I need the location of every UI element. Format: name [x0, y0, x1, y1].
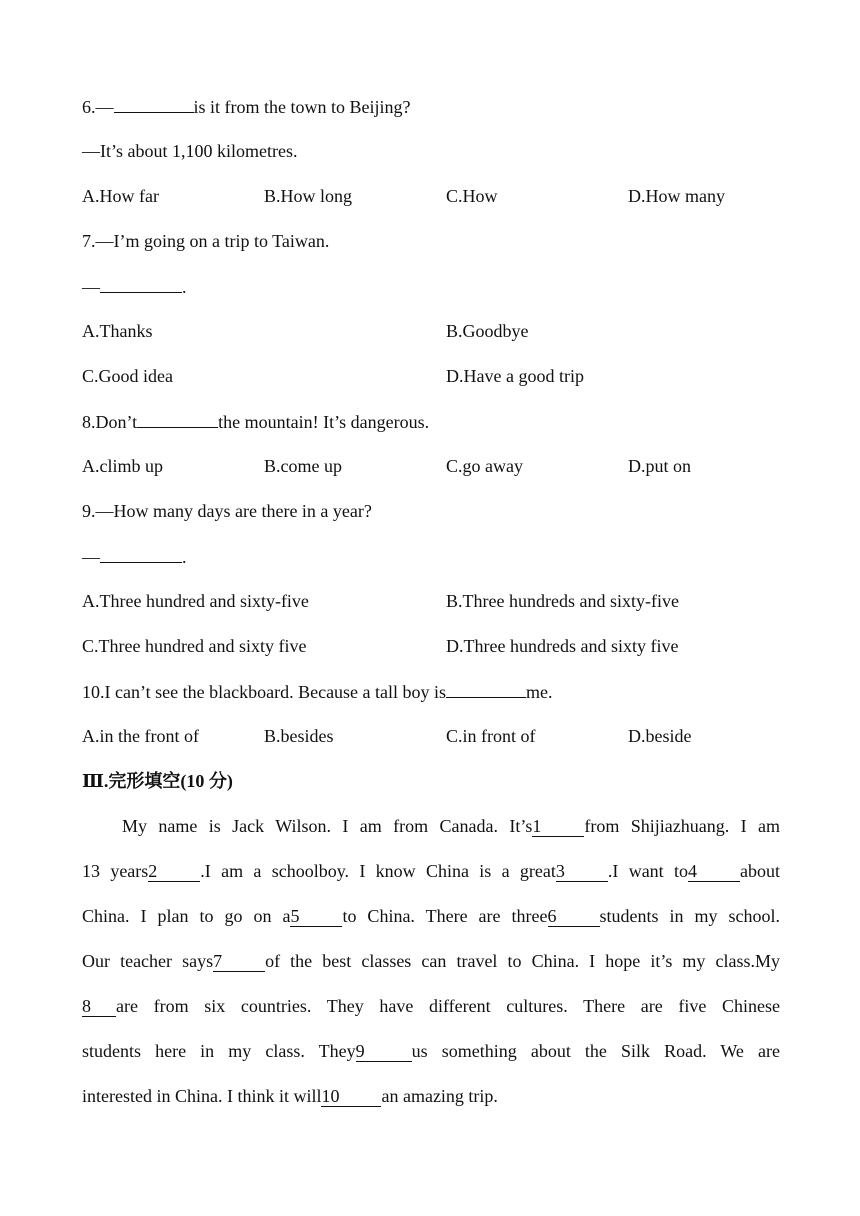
q10-option-c: C.in front of [446, 726, 536, 746]
cloze-text: us something about the Silk Road. We are [411, 1041, 780, 1061]
q8-prefix: 8.Don’t [82, 412, 138, 432]
cloze-line-2 [82, 859, 780, 883]
cloze-blank-9: 9 [356, 1041, 412, 1062]
cloze-text: .I want to [607, 861, 689, 881]
q9-option-b: B.Three hundreds and sixty-five [446, 591, 679, 611]
answer-blank [100, 544, 182, 563]
q7-option-a: A.Thanks [82, 321, 153, 341]
cloze-blank-7: 7 [213, 951, 265, 972]
cloze-text: from Shijiazhuang. I am [584, 816, 780, 836]
cloze-text: Our teacher says [82, 951, 214, 971]
cloze-text: China. I plan to go on a [82, 906, 291, 926]
q7-dash: — [82, 277, 100, 297]
q7-option-d: D.Have a good trip [446, 366, 584, 386]
answer-blank [100, 274, 182, 293]
q7-option-c: C.Good idea [82, 366, 173, 386]
cloze-line-1 [82, 814, 780, 838]
cloze-line-3 [82, 904, 780, 928]
q8-option-c: C.go away [446, 456, 523, 476]
question-10 [82, 679, 553, 704]
cloze-text: My name is Jack Wilson. I am from Canada. It’s [122, 816, 533, 836]
cloze-blank-4: 4 [688, 861, 740, 882]
q7-period: . [182, 277, 187, 297]
answer-blank [114, 94, 194, 113]
answer-blank [446, 679, 526, 698]
q9-option-c: C.Three hundred and sixty five [82, 636, 307, 656]
cloze-text: .I am a schoolboy. I know China is a great [200, 861, 556, 881]
question-6 [82, 94, 410, 119]
cloze-text: 13 years [82, 861, 149, 881]
cloze-text: students in my school. [599, 906, 780, 926]
q7-option-b: B.Goodbye [446, 321, 529, 341]
question-8 [82, 409, 429, 434]
cloze-blank-6: 6 [548, 906, 600, 927]
cloze-blank-3: 3 [556, 861, 608, 882]
question-7: 7.—I’m going on a trip to Taiwan. [82, 231, 330, 251]
q6-option-c: C.How [446, 186, 498, 206]
q7-response [82, 274, 187, 299]
q10-option-a: A.in the front of [82, 726, 199, 746]
cloze-blank-1: 1 [532, 816, 584, 837]
cloze-blank-2: 2 [148, 861, 200, 882]
cloze-text: about [740, 861, 781, 881]
cloze-line-4 [82, 949, 780, 973]
q9-option-a: A.Three hundred and sixty-five [82, 591, 309, 611]
answer-blank [137, 409, 218, 428]
cloze-blank-5: 5 [290, 906, 342, 927]
q6-text: is it from the town to Beijing? [193, 97, 411, 117]
cloze-text: interested in China. I think it will [82, 1086, 322, 1106]
cloze-text: students here in my class. They [82, 1041, 356, 1061]
cloze-text: of the best classes can travel to China. I hope it’s my class.My [265, 951, 780, 971]
cloze-text: an amazing trip. [381, 1086, 498, 1106]
q6-prefix: 6.— [82, 97, 114, 117]
q9-dash: — [82, 547, 100, 567]
cloze-text: to China. There are three [342, 906, 548, 926]
q10-option-b: B.besides [264, 726, 334, 746]
q8-option-b: B.come up [264, 456, 342, 476]
cloze-blank-8: 8 [82, 996, 116, 1017]
cloze-blank-10: 10 [321, 1086, 381, 1107]
cloze-text: are from six countries. They have different cultures. There are five Chinese [116, 996, 780, 1016]
q6-option-b: B.How long [264, 186, 353, 206]
question-9: 9.—How many days are there in a year? [82, 501, 372, 521]
q9-period: . [182, 547, 187, 567]
q9-response [82, 544, 187, 569]
section-heading: Ⅲ.完形填空(10 分) [82, 771, 233, 791]
q6-option-a: A.How far [82, 186, 159, 206]
cloze-line-5 [82, 994, 780, 1018]
q9-option-d: D.Three hundreds and sixty five [446, 636, 679, 656]
q6-response: —It’s about 1,100 kilometres. [82, 141, 298, 161]
cloze-line-6 [82, 1039, 780, 1063]
q8-text: the mountain! It’s dangerous. [218, 412, 430, 432]
q10-option-d: D.beside [628, 726, 692, 746]
q10-text: me. [526, 682, 553, 702]
cloze-line-7 [82, 1084, 780, 1108]
q8-option-a: A.climb up [82, 456, 163, 476]
q10-prefix: 10.I can’t see the blackboard. Because a tall boy is [82, 682, 447, 702]
q6-option-d: D.How many [628, 186, 725, 206]
q8-option-d: D.put on [628, 456, 691, 476]
